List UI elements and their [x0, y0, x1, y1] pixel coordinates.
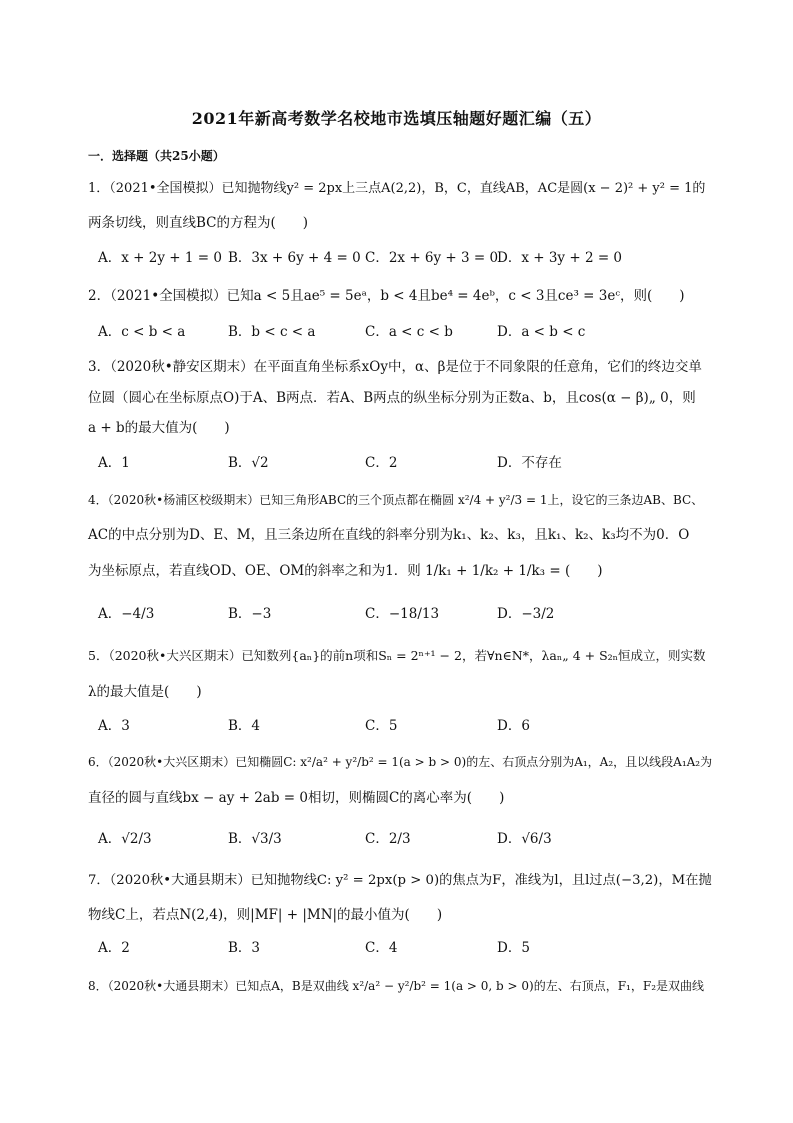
- question-5-option-d: D．6: [497, 718, 530, 734]
- question-3-line-1: 3．（2020秋•静安区期末）在平面直角坐标系xOy中，α、β是位于不同象限的任意角，它们的终边交单: [88, 359, 702, 375]
- question-4-line-2: AC的中点分别为D、E、M，且三条边所在直线的斜率分别为k₁、k₂、k₃，且k₁、k₂、k₃均不为0．O: [88, 527, 690, 543]
- question-3-option-b: B．√2: [228, 455, 269, 471]
- question-7-line-1: 7．（2020秋•大通县期末）已知抛物线C: y² = 2px(p > 0)的焦点为F，准线为l，且l过点(−3,2)，M在抛: [88, 873, 712, 888]
- question-3-option-d: D．不存在: [497, 455, 562, 471]
- question-5-option-a: A．3: [98, 718, 130, 734]
- question-1-option-b: B．3x + 6y + 4 = 0: [228, 250, 361, 266]
- question-5-line-1: 5．（2020秋•大兴区期末）已知数列{aₙ}的前n项和Sₙ = 2ⁿ⁺¹ − 2，若∀n∈N*，λaₙ„ 4 + S₂ₙ恒成立，则实数: [88, 648, 706, 663]
- question-7-line-2: 物线C上，若点N(2,4)，则|MF| + |MN|的最小值为( ): [88, 907, 443, 923]
- question-1-option-c: C．2x + 6y + 3 = 0: [365, 250, 499, 266]
- question-5-option-b: B．4: [228, 718, 261, 734]
- question-5-line-2: λ的最大值是( ): [88, 684, 202, 700]
- question-2-option-c: C．a < c < b: [365, 324, 453, 340]
- question-1-line-1: 1．（2021•全国模拟）已知抛物线y² = 2px上三点A(2,2)，B，C，直线AB，AC是圆(x − 2)² + y² = 1的: [88, 181, 706, 196]
- question-7-option-a: A．2: [98, 940, 130, 956]
- question-4-line-3: 为坐标原点，若直线OD、OE、OM的斜率之和为1．则 1/k₁ + 1/k₂ + 1/k₃ = ( ): [88, 563, 603, 579]
- question-7-option-c: C．4: [365, 940, 398, 956]
- question-2-option-b: B．b < c < a: [228, 324, 316, 340]
- question-8-line-1: 8．（2020秋•大通县期末）已知点A，B是双曲线 x²/a² − y²/b² = 1(a > 0, b > 0)的左、右顶点，F₁，F₂是双曲线: [88, 979, 705, 993]
- page-title: 2021年新高考数学名校地市选填压轴题好题汇编（五）: [191, 109, 602, 128]
- question-4-option-a: A．−4/3: [98, 606, 155, 622]
- question-4-option-c: C．−18/13: [365, 606, 440, 622]
- question-4-option-d: D．−3/2: [497, 606, 555, 622]
- section-heading: 一．选择题（共25小题）: [88, 149, 225, 163]
- question-6-option-b: B．√3/3: [228, 831, 282, 847]
- question-3-option-c: C．2: [365, 455, 398, 471]
- question-3-line-2: 位圆（圆心在坐标原点O)于A、B两点．若A、B两点的纵坐标分别为正数a、b，且cos(α − β)„ 0，则: [88, 390, 696, 406]
- question-3-line-3: a + b的最大值为( ): [88, 420, 230, 436]
- question-3-option-a: A．1: [98, 455, 130, 471]
- question-6-option-c: C．2/3: [365, 831, 411, 847]
- question-2-line-1: 2．（2021•全国模拟）已知a < 5且ae⁵ = 5eᵃ，b < 4且be⁴ = 4eᵇ，c < 3且ce³ = 3eᶜ，则( ): [88, 288, 685, 304]
- question-7-option-b: B．3: [228, 940, 261, 956]
- question-5-option-c: C．5: [365, 718, 398, 734]
- question-2-option-a: A．c < b < a: [98, 324, 186, 340]
- question-6-line-2: 直径的圆与直线bx − ay + 2ab = 0相切，则椭圆C的离心率为( ): [88, 790, 505, 806]
- question-2-option-d: D．a < b < c: [497, 324, 586, 340]
- question-1-option-a: A．x + 2y + 1 = 0: [98, 250, 222, 266]
- question-1-option-d: D．x + 3y + 2 = 0: [497, 250, 623, 266]
- question-6-option-a: A．√2/3: [98, 831, 152, 847]
- question-4-option-b: B．−3: [228, 606, 272, 622]
- question-7-option-d: D．5: [497, 940, 530, 956]
- question-1-line-2: 两条切线，则直线BC的方程为( ): [88, 215, 309, 231]
- question-4-line-1: 4．（2020秋•杨浦区校级期末）已知三角形ABC的三个顶点都在椭圆 x²/4 + y²/3 = 1上，设它的三条边AB、BC、: [88, 493, 704, 507]
- question-6-option-d: D．√6/3: [497, 831, 552, 847]
- question-6-line-1: 6．（2020秋•大兴区期末）已知椭圆C: x²/a² + y²/b² = 1(a > b > 0)的左、右顶点分别为A₁，A₂，且以线段A₁A₂为: [88, 755, 713, 769]
